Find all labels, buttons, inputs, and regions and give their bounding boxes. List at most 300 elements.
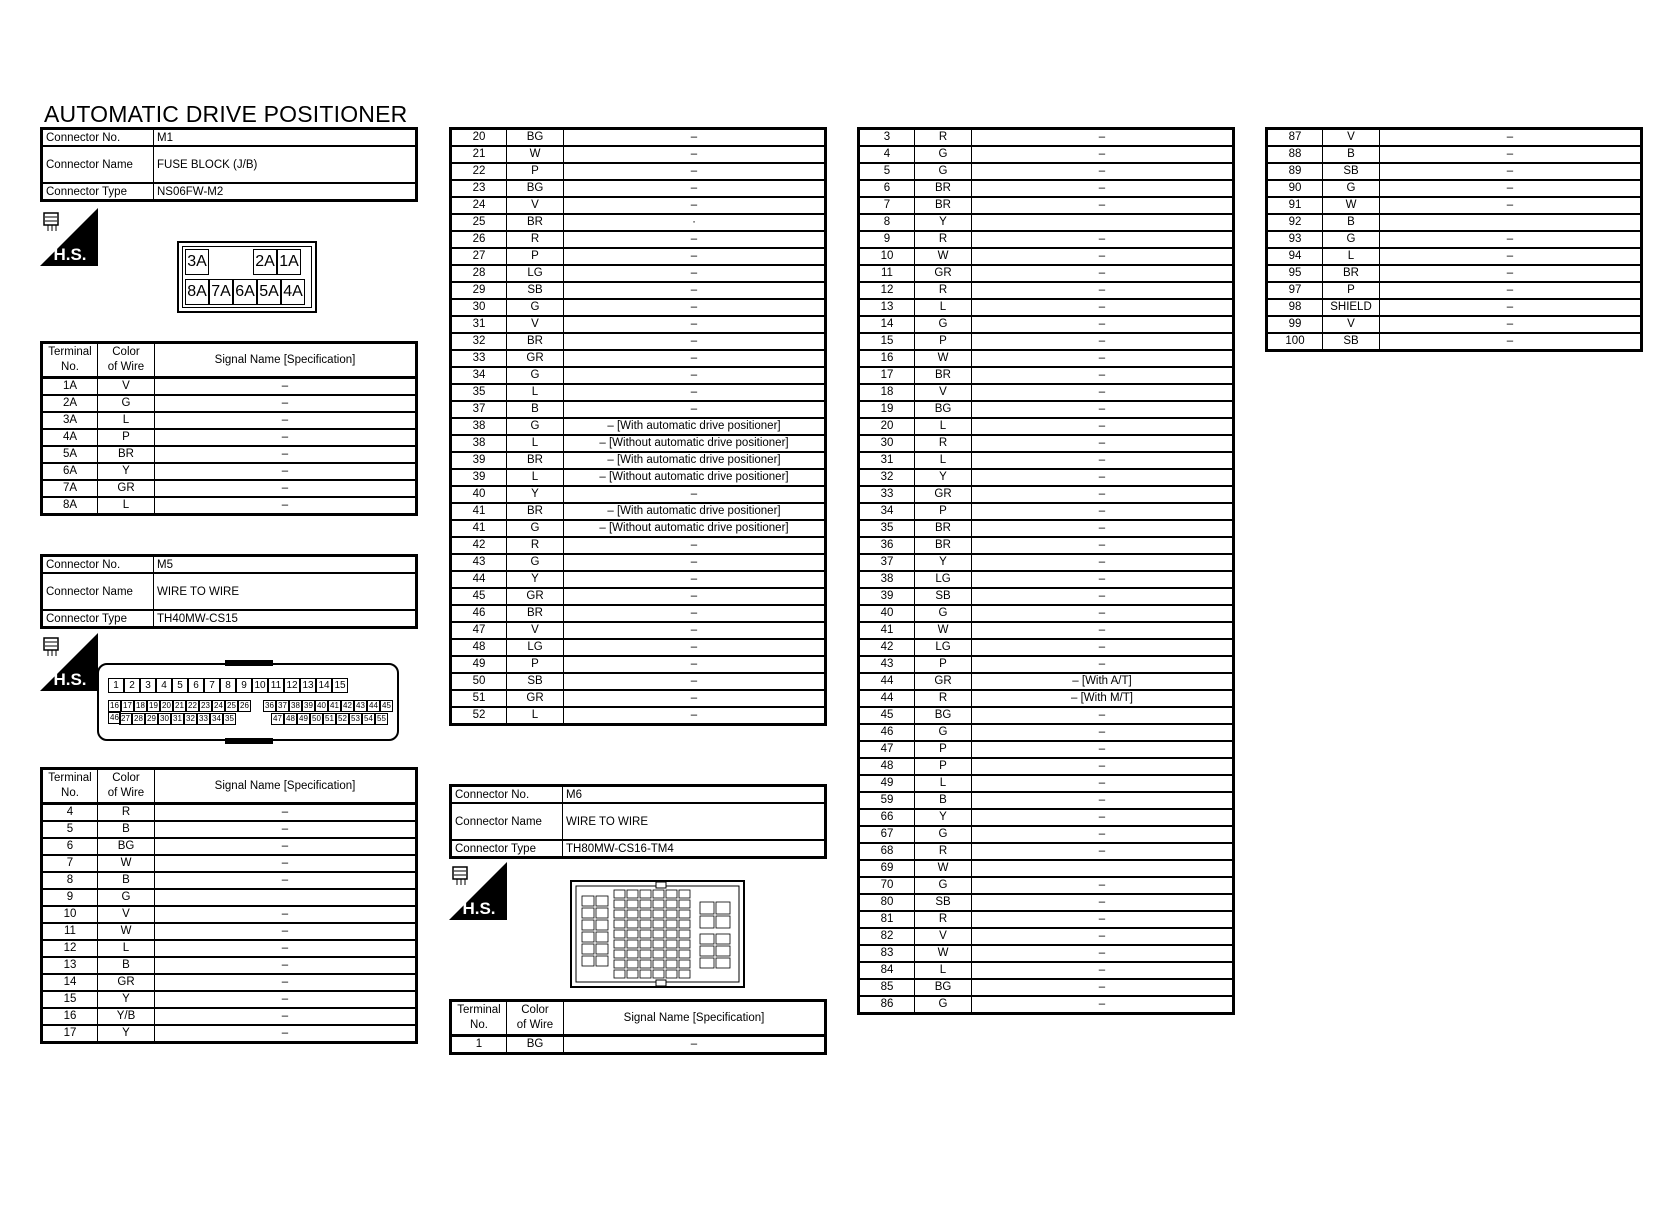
table-row [42,1025,417,1043]
signal-cell: · [564,214,826,231]
pin-label: 14 [316,678,332,693]
pin-label: 6A [233,279,257,305]
terminal-cell: 26 [451,231,507,248]
signal-cell: – [564,1036,826,1054]
signal-cell: – [564,146,826,163]
pin-label: 35 [223,713,236,725]
color-cell: BR [507,503,564,520]
color-cell: P [915,758,972,775]
table-row [859,928,1234,945]
table-row [859,469,1234,486]
signal-cell: – [972,911,1234,928]
terminal-cell: 99 [1267,316,1323,333]
terminal-cell: 83 [859,945,915,962]
pin-label: 44 [367,700,380,712]
terminal-cell: 34 [859,503,915,520]
terminal-cell: 40 [859,605,915,622]
pin-label: 42 [341,700,354,712]
color-cell: BR [915,197,972,214]
color-cell: L [98,940,155,957]
pin-label: 37 [276,700,289,712]
signal-cell: – [972,299,1234,316]
color-cell: GR [915,486,972,503]
table-row [451,452,826,469]
terminal-cell: 39 [859,588,915,605]
color-cell: P [915,503,972,520]
table-row [859,809,1234,826]
signal-cell: – [564,180,826,197]
terminal-cell: 8 [42,872,98,889]
terminal-cell: 10 [42,906,98,923]
color-cell: SB [507,282,564,299]
harness-side-icon [40,633,98,691]
table-row [451,350,826,367]
color-cell: BR [915,520,972,537]
terminal-cell: 38 [859,571,915,588]
table-row [859,503,1234,520]
color-cell: R [507,537,564,554]
signal-cell: – [564,673,826,690]
table-row [1267,248,1642,265]
pin-label: 20 [160,700,173,712]
terminal-cell: 85 [859,979,915,996]
table-row [451,690,826,707]
table-row [859,690,1234,707]
color-cell: L [915,299,972,316]
table-row [451,129,826,147]
table-row [859,282,1234,299]
table-row [859,741,1234,758]
table-row [859,248,1234,265]
terminal-cell: 5 [859,163,915,180]
color-cell: G [915,724,972,741]
color-cell: GR [507,690,564,707]
connector-type-label: Connector Type [451,840,563,858]
signal-cell: – [564,197,826,214]
signal-cell: – [Without automatic drive positioner] [564,469,826,486]
table-row [859,639,1234,656]
table-row [42,446,417,463]
terminal-cell: 3 [859,129,915,147]
signal-cell: – [564,333,826,350]
signal-cell: – [With automatic drive positioner] [564,418,826,435]
terminal-cell: 15 [859,333,915,350]
table-row [42,889,417,906]
terminal-cell: 94 [1267,248,1323,265]
color-cell: L [507,707,564,725]
terminal-header: Terminal No. [42,769,98,804]
terminal-cell: 67 [859,826,915,843]
pin-label: 6 [188,678,204,693]
m5-connector-face [97,663,399,741]
terminal-cell: 50 [451,673,507,690]
color-header: Color of Wire [98,343,155,378]
table-row [859,299,1234,316]
terminal-cell: 3A [42,412,98,429]
signal-cell: – [564,282,826,299]
signal-cell: – [155,497,417,515]
pin-label: 23 [199,700,212,712]
signal-cell: – [564,367,826,384]
signal-cell: – [972,248,1234,265]
terminal-cell: 38 [451,418,507,435]
color-cell: BR [915,537,972,554]
signal-cell: – [972,282,1234,299]
terminal-cell: 39 [451,469,507,486]
terminal-cell: 46 [451,605,507,622]
terminal-cell: 11 [42,923,98,940]
table-row [42,412,417,429]
signal-cell: – [155,463,417,480]
signal-cell: – [972,605,1234,622]
terminal-cell: 81 [859,911,915,928]
color-cell: G [915,996,972,1014]
hs-label: H.S. [53,670,87,689]
signal-cell: – [With automatic drive positioner] [564,503,826,520]
color-cell: BG [507,1036,564,1054]
table-row [859,197,1234,214]
terminal-cell: 22 [451,163,507,180]
color-cell: W [98,855,155,872]
color-cell: P [507,163,564,180]
color-cell: B [98,957,155,974]
pin-label: 2A [253,249,277,275]
color-cell: GR [915,673,972,690]
pin-label: 4A [281,279,305,305]
table-row [859,758,1234,775]
table-row [859,520,1234,537]
table-row [451,418,826,435]
table-row [42,838,417,855]
color-cell: R [915,690,972,707]
terminal-cell: 41 [859,622,915,639]
color-cell: W [507,146,564,163]
terminal-cell: 89 [1267,163,1323,180]
color-cell: GR [507,588,564,605]
color-cell: GR [915,265,972,282]
terminal-cell: 59 [859,792,915,809]
terminal-cell: 40 [451,486,507,503]
color-cell: V [915,384,972,401]
color-cell: L [915,452,972,469]
terminal-cell: 84 [859,962,915,979]
signal-cell: – [564,350,826,367]
pin-label: 48 [284,713,297,725]
color-cell: P [915,333,972,350]
signal-cell: – [972,180,1234,197]
color-cell: Y [915,469,972,486]
connector-no-value: M5 [154,556,417,574]
table-row [42,957,417,974]
connector-no-label: Connector No. [42,129,154,147]
connector-no-label: Connector No. [42,556,154,574]
color-cell: V [1323,316,1380,333]
connector-name-label: Connector Name [451,803,563,840]
color-cell: G [98,889,155,906]
pin-label: 29 [145,713,158,725]
terminal-cell: 13 [859,299,915,316]
color-cell: R [507,231,564,248]
table-row [451,384,826,401]
m6-connector-info [449,784,827,859]
signal-cell [972,214,1234,231]
signal-cell: – [155,872,417,889]
terminal-cell: 13 [42,957,98,974]
terminal-cell: 35 [859,520,915,537]
color-cell: L [1323,248,1380,265]
color-cell: SHIELD [1323,299,1380,316]
table-row [859,979,1234,996]
signal-cell: – [972,826,1234,843]
table-row [859,214,1234,231]
harness-side-icon [40,208,98,266]
pin-label: 19 [147,700,160,712]
table-row [859,962,1234,979]
signal-cell: – [564,588,826,605]
signal-cell: – [155,395,417,412]
terminal-cell: 37 [859,554,915,571]
connector-type-value: TH80MW-CS16-TM4 [563,840,826,858]
signal-cell: – [155,429,417,446]
terminal-cell: 32 [859,469,915,486]
connector-name-label: Connector Name [42,573,154,610]
terminal-cell: 100 [1267,333,1323,351]
signal-cell: – [972,928,1234,945]
color-cell: BG [915,979,972,996]
signal-cell: – [972,537,1234,554]
color-cell: W [915,248,972,265]
table-row [859,860,1234,877]
signal-cell: – [1380,180,1642,197]
signal-cell: – [155,1008,417,1025]
signal-cell: – [155,821,417,838]
pin-label: 26 [238,700,251,712]
color-cell: W [98,923,155,940]
color-cell: P [507,248,564,265]
terminal-cell: 5A [42,446,98,463]
table-row [42,463,417,480]
table-row [1267,333,1642,351]
table-row [859,401,1234,418]
color-cell: P [1323,282,1380,299]
connector-type-label: Connector Type [42,610,154,628]
table-row [42,480,417,497]
color-cell: Y [98,1025,155,1043]
table-row [451,1036,826,1054]
table-row [859,707,1234,724]
terminal-cell: 93 [1267,231,1323,248]
signal-cell [155,889,417,906]
signal-cell: – [564,656,826,673]
terminal-cell: 2A [42,395,98,412]
terminal-cell: 41 [451,520,507,537]
terminal-cell: 43 [859,656,915,673]
table-row [859,486,1234,503]
signal-cell: – [972,265,1234,282]
terminal-cell: 5 [42,821,98,838]
table-row [859,316,1234,333]
terminal-cell: 19 [859,401,915,418]
color-cell: G [507,418,564,435]
pin-label: 33 [197,713,210,725]
color-cell: G [507,367,564,384]
terminal-cell: 49 [451,656,507,673]
terminal-cell: 20 [451,129,507,147]
pin-label: 8A [185,279,209,305]
table-row [1267,282,1642,299]
pin-label: 9 [236,678,252,693]
signal-cell: – [1380,163,1642,180]
signal-cell: – [972,333,1234,350]
table-row [42,804,417,822]
color-cell: BR [507,452,564,469]
table-row [42,872,417,889]
table-row [859,367,1234,384]
signal-cell: – [155,940,417,957]
pin-label: 36 [263,700,276,712]
color-cell: R [915,911,972,928]
terminal-cell: 15 [42,991,98,1008]
signal-cell: – [972,316,1234,333]
connector-name-value: WIRE TO WIRE [154,573,417,610]
pin-label: 34 [210,713,223,725]
color-cell: LG [915,639,972,656]
terminal-cell: 69 [859,860,915,877]
signal-cell: – [564,248,826,265]
table-row [42,855,417,872]
signal-cell: – [972,469,1234,486]
signal-cell: – [With A/T] [972,673,1234,690]
color-cell: W [915,622,972,639]
connector-no-label: Connector No. [451,786,563,804]
table-row [859,537,1234,554]
connector-no-value: M1 [154,129,417,147]
table-row [859,792,1234,809]
table-row [1267,265,1642,282]
color-cell: V [1323,129,1380,147]
signal-cell: – [1380,265,1642,282]
terminal-cell: 44 [859,673,915,690]
color-cell: LG [915,571,972,588]
table-row [451,469,826,486]
signal-cell: – [972,945,1234,962]
terminal-cell: 8A [42,497,98,515]
signal-cell: – [972,146,1234,163]
color-cell: V [915,928,972,945]
color-cell: V [507,197,564,214]
terminal-cell: 44 [451,571,507,588]
color-header: Color of Wire [98,769,155,804]
table-row [451,656,826,673]
pin-label: 43 [354,700,367,712]
signal-cell: – [972,435,1234,452]
signal-cell: – [1380,333,1642,351]
terminal-cell: 90 [1267,180,1323,197]
terminal-cell: 33 [859,486,915,503]
terminal-cell: 24 [451,197,507,214]
pin-label: 40 [315,700,328,712]
terminal-cell: 45 [451,588,507,605]
terminal-cell: 4 [859,146,915,163]
table-row [451,520,826,537]
table-row [859,622,1234,639]
signal-cell: – [155,855,417,872]
terminal-cell: 7 [42,855,98,872]
terminal-cell: 80 [859,894,915,911]
terminal-cell: 25 [451,214,507,231]
pin-label: 50 [310,713,323,725]
color-cell: G [507,520,564,537]
pin-label: 51 [323,713,336,725]
signal-cell: – [With M/T] [972,690,1234,707]
color-cell: Y [915,554,972,571]
table-row [451,180,826,197]
table-row [859,911,1234,928]
signal-cell: – [972,843,1234,860]
color-cell: BR [507,214,564,231]
color-cell: BG [507,180,564,197]
signal-cell: – [972,503,1234,520]
m1-connector-info [40,127,418,202]
signal-cell: – [972,758,1234,775]
signal-cell: – [972,129,1234,147]
color-cell: B [98,872,155,889]
color-cell: V [98,906,155,923]
terminal-cell: 87 [1267,129,1323,147]
terminal-cell: 7 [859,197,915,214]
signal-cell: – [972,554,1234,571]
signal-cell: – [564,486,826,503]
table-row [1267,299,1642,316]
terminal-cell: 70 [859,877,915,894]
table-row [42,378,417,396]
color-cell: G [98,395,155,412]
table-row [451,673,826,690]
signal-cell: – [155,480,417,497]
terminal-cell: 66 [859,809,915,826]
pin-label: 1A [277,249,301,275]
pin-label: 21 [173,700,186,712]
pin-label: 39 [302,700,315,712]
table-row [1267,146,1642,163]
signal-cell: – [155,378,417,396]
color-cell: BR [915,367,972,384]
color-cell: LG [507,265,564,282]
color-cell: Y [915,214,972,231]
terminal-cell: 30 [451,299,507,316]
pin-label: 5A [257,279,281,305]
signal-cell: – [972,707,1234,724]
table-row [451,707,826,725]
terminal-cell: 6A [42,463,98,480]
m1-connector-face [177,241,317,313]
table-row [1267,316,1642,333]
connector-type-label: Connector Type [42,183,154,201]
harness-side-icon [449,862,507,920]
terminal-cell: 51 [451,690,507,707]
table-row [1267,197,1642,214]
signal-cell: – [155,412,417,429]
pin-label: 16 [108,700,121,712]
terminal-cell: 91 [1267,197,1323,214]
signal-cell: – [564,554,826,571]
color-cell: B [1323,146,1380,163]
signal-cell: – [564,299,826,316]
terminal-cell: 88 [1267,146,1323,163]
color-cell: L [507,469,564,486]
pin-label: 28 [132,713,145,725]
pin-label: 11 [268,678,284,693]
